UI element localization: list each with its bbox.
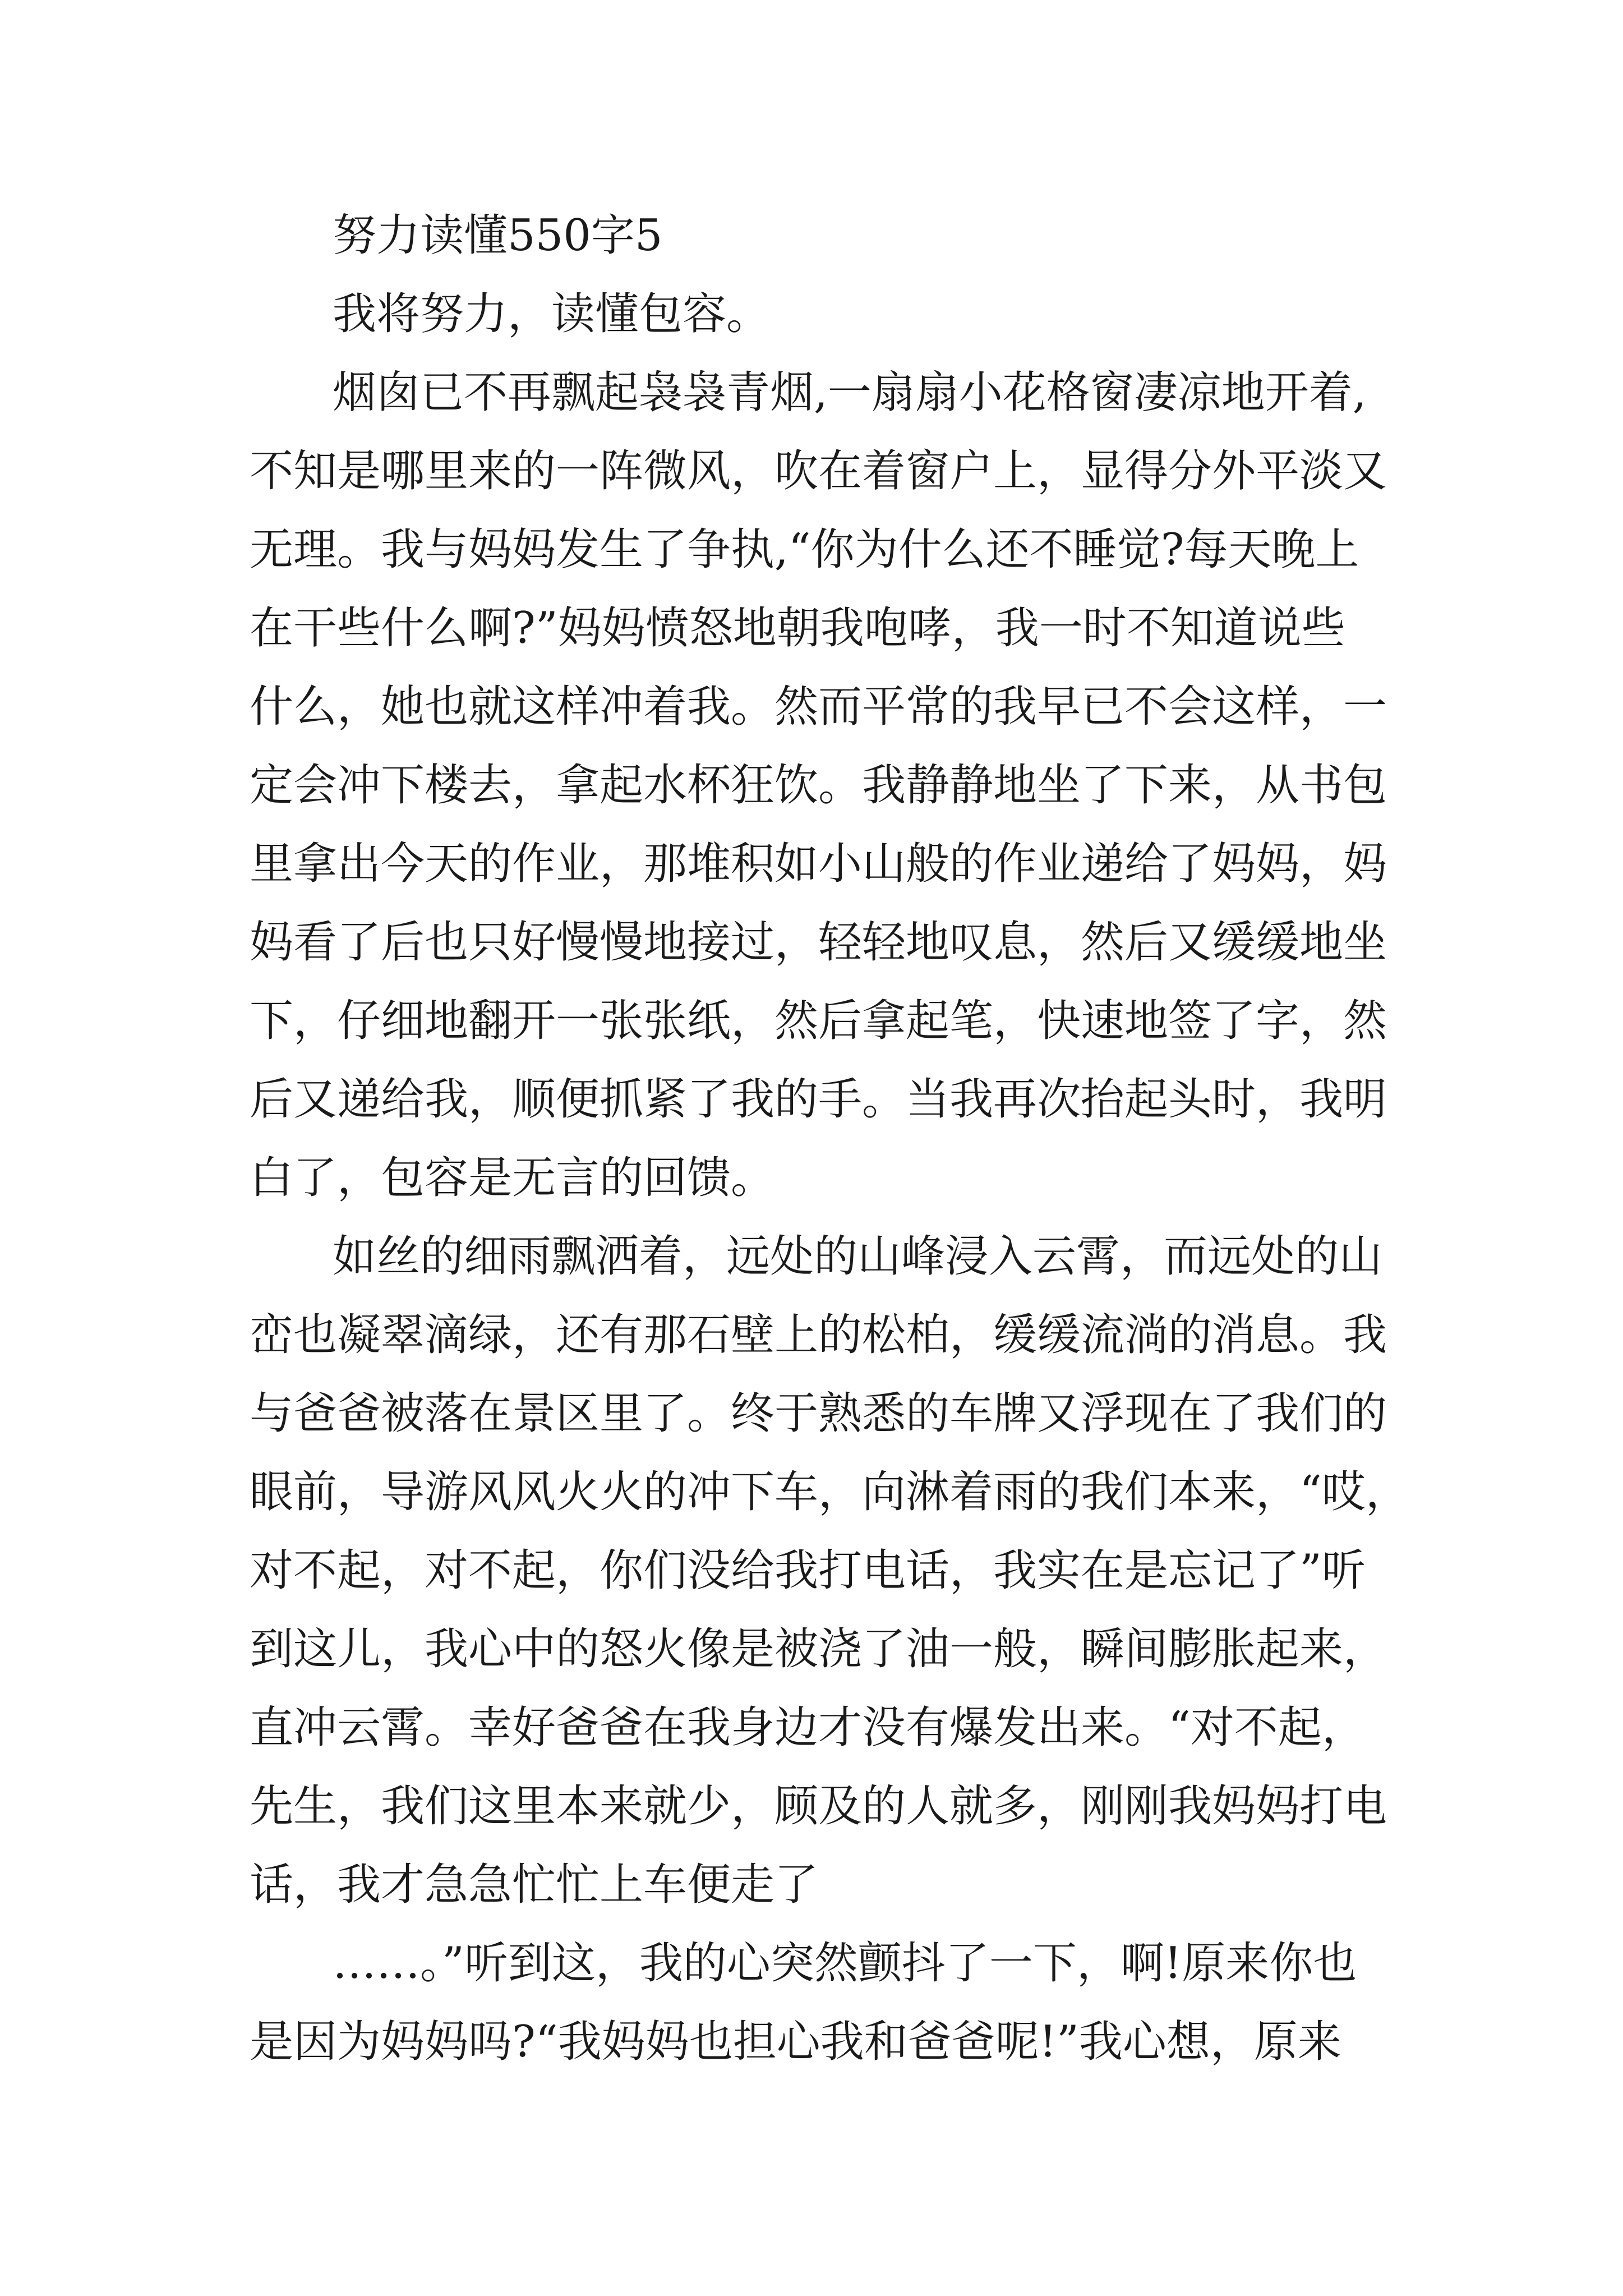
paragraph-line: 下，仔细地翻开一张张纸，然后拿起笔，快速地签了字，然 xyxy=(250,996,1387,1046)
paragraph-line: 到这儿，我心中的怒火像是被浇了油一般，瞬间膨胀起来， xyxy=(250,1624,1387,1674)
paragraph-line: ……。”听到这，我的心突然颤抖了一下，啊!原来你也 xyxy=(333,1938,1357,1989)
paragraph-line: 直冲云霄。幸好爸爸在我身边才没有爆发出来。“对不起， xyxy=(250,1703,1366,1753)
paragraph-line: 定会冲下楼去，拿起水杯狂饮。我静静地坐了下来，从书包 xyxy=(250,760,1387,811)
paragraph-line: 话，我才急急忙忙上车便走了 xyxy=(250,1860,819,1910)
paragraph-line: 里拿出今天的作业，那堆积如小山般的作业递给了妈妈，妈 xyxy=(250,839,1387,889)
paragraph-line: 如丝的细雨飘洒着，远处的山峰浸入云霄，而远处的山 xyxy=(333,1231,1383,1282)
paragraph-line: 妈看了后也只好慢慢地接过，轻轻地叹息，然后又缓缓地坐 xyxy=(250,917,1387,968)
paragraph-line: 不知是哪里来的一阵微风，吹在着窗户上，显得分外平淡又 xyxy=(250,446,1387,496)
paragraph-line: 无理。我与妈妈发生了争执,“你为什么还不睡觉?每天晚上 xyxy=(250,524,1359,575)
document-title: 努力读懂550字5 xyxy=(333,210,663,261)
paragraph-line: 在干些什么啊?”妈妈愤怒地朝我咆哮，我一时不知道说些 xyxy=(250,603,1345,654)
paragraph-line: 峦也凝翠滴绿，还有那石壁上的松柏，缓缓流淌的消息。我 xyxy=(250,1310,1387,1360)
paragraph-line: 与爸爸被落在景区里了。终于熟悉的车牌又浮现在了我们的 xyxy=(250,1388,1387,1439)
paragraph-line: 对不起，对不起，你们没给我打电话，我实在是忘记了”听 xyxy=(250,1545,1366,1596)
paragraph-line: 眼前，导游风风火火的冲下车，向淋着雨的我们本来，“哎， xyxy=(250,1467,1409,1517)
paragraph-line: 什么，她也就这样冲着我。然而平常的我早已不会这样，一 xyxy=(250,682,1387,732)
paragraph-line: 先生，我们这里本来就少，顾及的人就多，刚刚我妈妈打电 xyxy=(250,1781,1387,1832)
paragraph-line: 是因为妈妈吗?“我妈妈也担心我和爸爸呢!”我心想，原来 xyxy=(250,2017,1341,2067)
paragraph-line: 白了，包容是无言的回馈。 xyxy=(250,1153,775,1203)
paragraph-line: 烟囱已不再飘起袅袅青烟,一扇扇小花格窗凄凉地开着, xyxy=(333,367,1367,418)
paragraph-line: 后又递给我，顺便抓紧了我的手。当我再次抬起头时，我明 xyxy=(250,1074,1387,1125)
paragraph-line: 我将努力，读懂包容。 xyxy=(333,289,771,339)
